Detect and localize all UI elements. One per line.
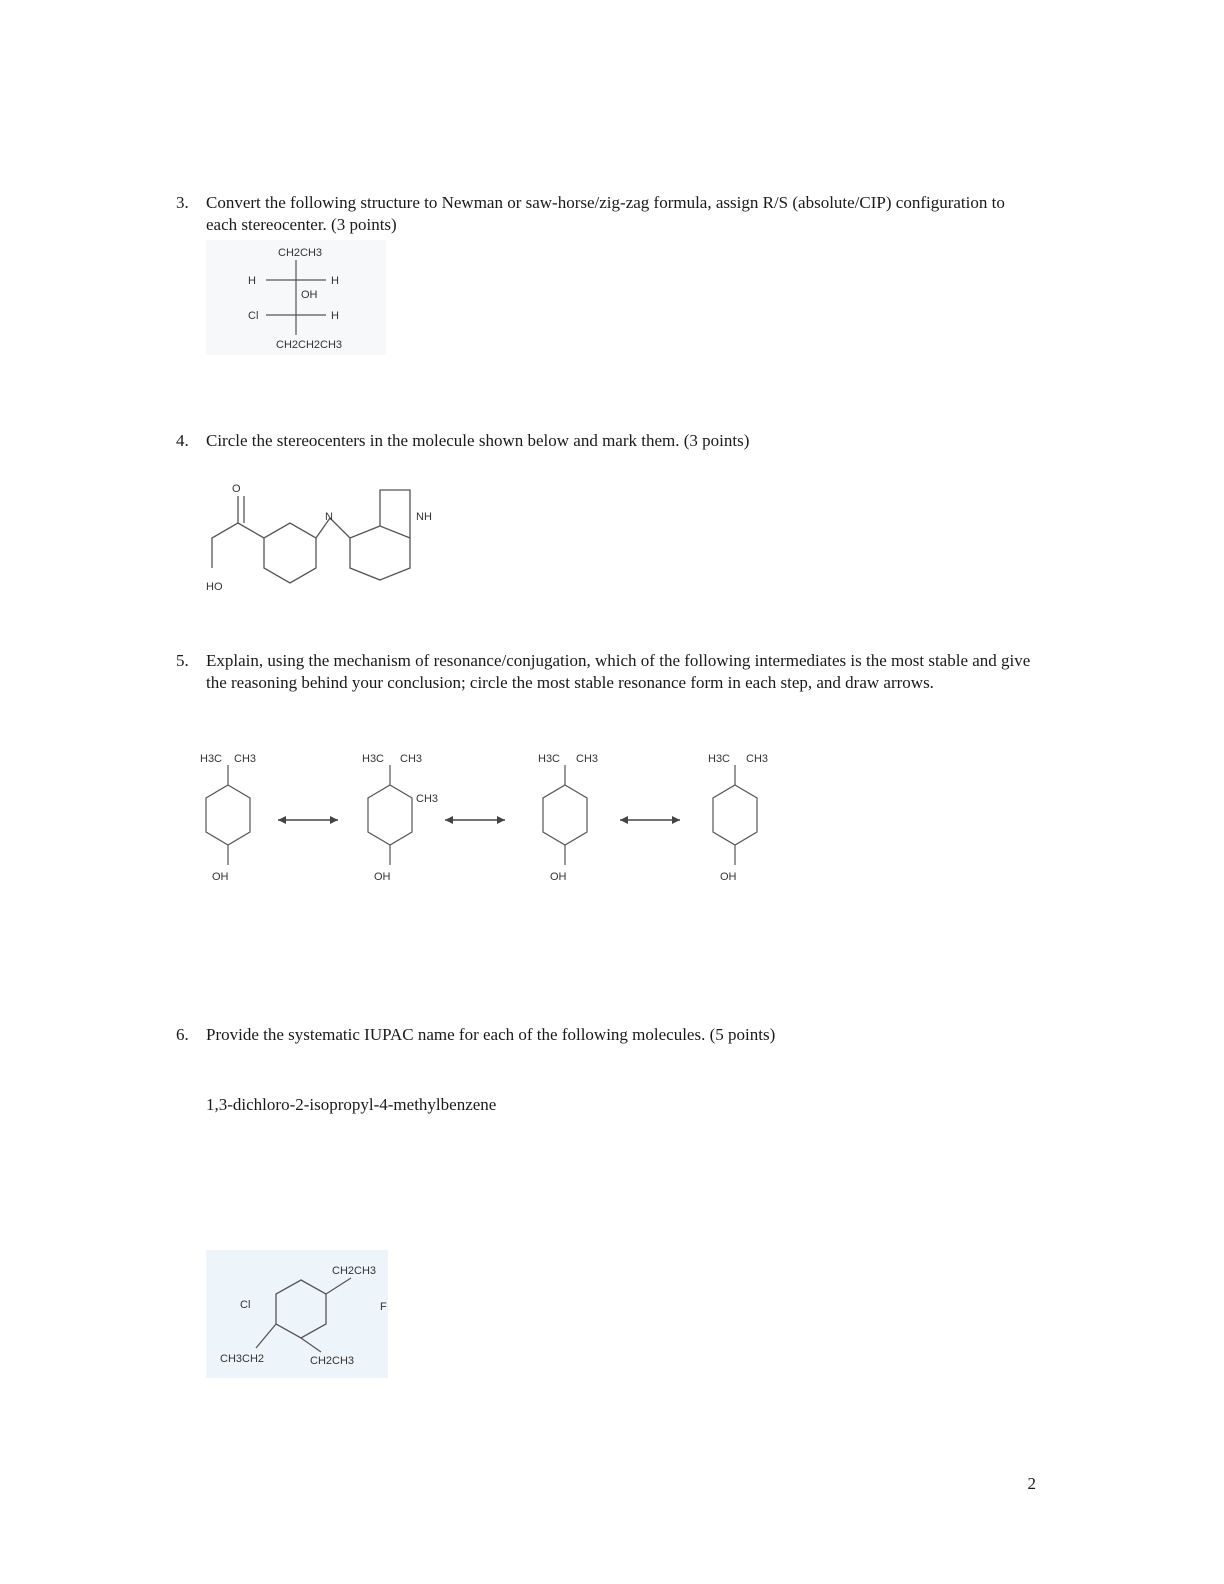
question-number: 3. xyxy=(176,193,189,212)
label: H3C xyxy=(538,753,561,765)
resonance-structure-1 xyxy=(200,753,256,883)
label: N xyxy=(325,511,333,523)
label: H xyxy=(331,310,339,322)
question-5-resonance-scheme xyxy=(190,740,790,890)
question-text: Provide the systematic IUPAC name for each of the following molecules. (5 points) xyxy=(206,1025,776,1044)
label: OH xyxy=(301,289,318,301)
label: H3C xyxy=(708,753,731,765)
label: Cl xyxy=(248,310,259,322)
resonance-arrow xyxy=(278,816,338,824)
question-5 xyxy=(176,650,1036,694)
resonance-arrow xyxy=(620,816,680,824)
question-number: 5. xyxy=(176,651,189,670)
label: HO xyxy=(206,581,223,593)
question-4 xyxy=(176,430,1036,452)
question-text: Circle the stereocenters in the molecule shown below and mark them. (3 points) xyxy=(206,431,750,450)
question-6-structure xyxy=(206,1250,388,1378)
question-text: Convert the following structure to Newman or saw-horse/zig-zag formula, assign R/S (absolute/CIP) configuration to each stereocenter. (3 points) xyxy=(206,193,1005,234)
question-6-subpart-answer: 1,3-dichloro-2-isopropyl-4-methylbenzene xyxy=(206,1095,497,1114)
resonance-structure-3 xyxy=(538,753,598,883)
label: OH xyxy=(374,871,391,883)
question-3 xyxy=(176,192,1036,236)
question-6 xyxy=(176,1024,1036,1046)
question-text: Explain, using the mechanism of resonance/conjugation, which of the following intermediates is the most stable and give the reasoning behind your conclusion; circle the most stable resonance form in each step, and draw arrows. xyxy=(206,651,1031,692)
label: O xyxy=(232,483,241,495)
label: CH3 xyxy=(400,753,423,765)
label: CH2CH3 xyxy=(332,1265,377,1277)
label: H xyxy=(248,275,256,287)
page-number: 2 xyxy=(1027,1474,1036,1493)
resonance-structure-4 xyxy=(708,753,768,883)
question-number: 4. xyxy=(176,431,189,450)
label: CH3 xyxy=(576,753,599,765)
label: CH3 xyxy=(746,753,769,765)
label: NH xyxy=(416,511,432,523)
label: OH xyxy=(212,871,229,883)
label: H xyxy=(331,275,339,287)
label: CH2CH2CH3 xyxy=(276,339,343,351)
label: F xyxy=(380,1301,387,1313)
label: OH xyxy=(550,871,567,883)
question-4-structure xyxy=(200,478,450,598)
question-3-structure xyxy=(206,240,386,355)
label: CH3CH2 xyxy=(220,1353,265,1365)
label: CH3 xyxy=(416,793,439,805)
label: CH3 xyxy=(234,753,257,765)
label: H3C xyxy=(200,753,223,765)
label: H3C xyxy=(362,753,385,765)
label: OH xyxy=(720,871,737,883)
question-number: 6. xyxy=(176,1025,189,1044)
resonance-structure-2 xyxy=(362,753,438,883)
label: CH2CH3 xyxy=(310,1355,355,1367)
resonance-arrow xyxy=(445,816,505,824)
label: Cl xyxy=(240,1299,251,1311)
label: CH2CH3 xyxy=(278,247,323,259)
